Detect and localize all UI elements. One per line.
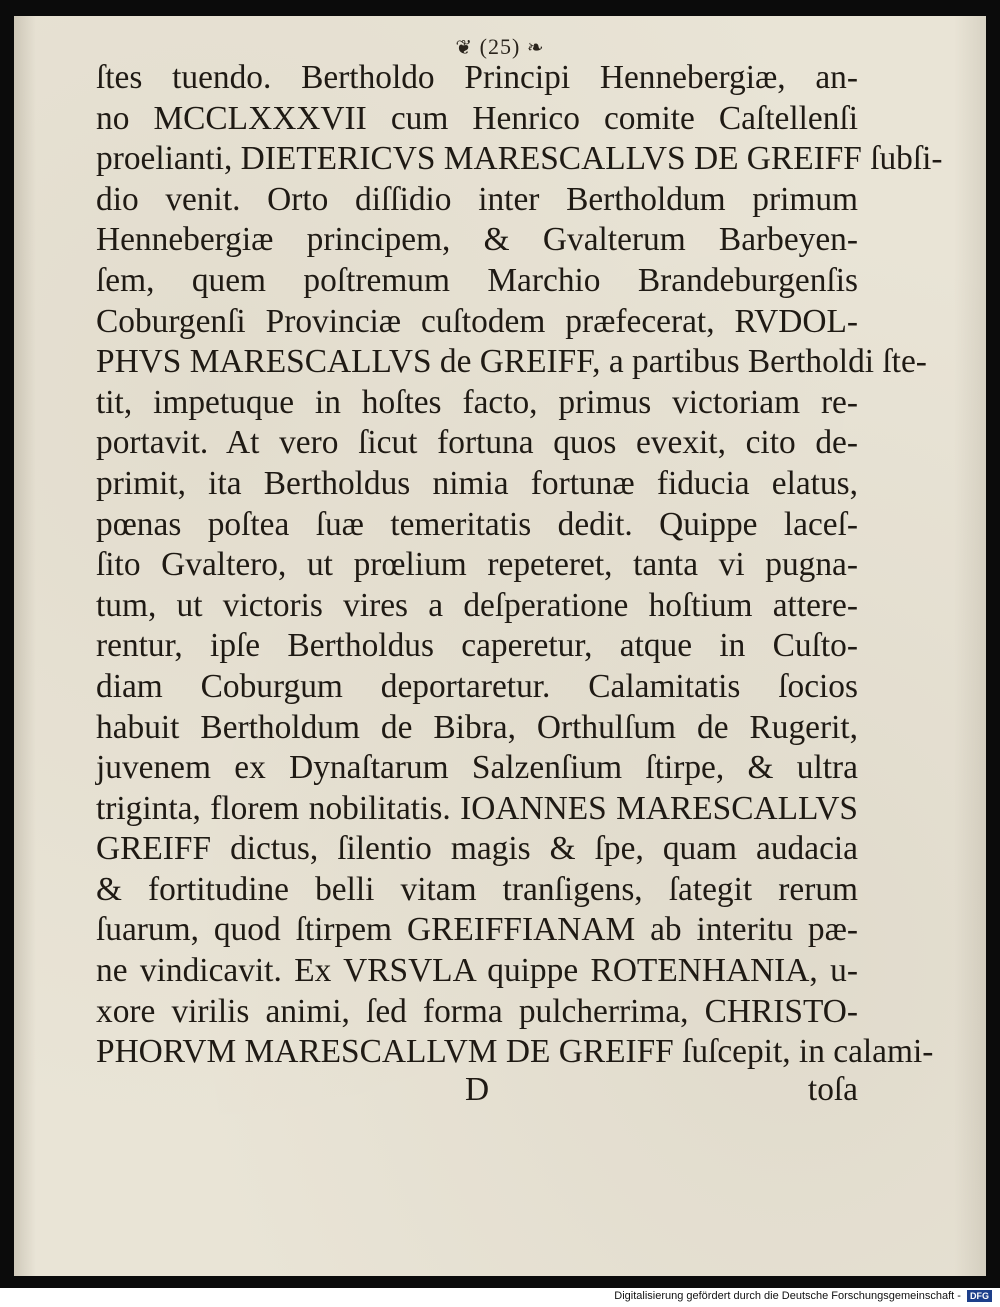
- text-line: no MCCLXXXVII cum Henrico comite Caſtellenſi: [96, 99, 858, 137]
- text-line: PHVS MARESCALLVS de GREIFF, a partibus Bertholdi ſte-: [96, 343, 927, 381]
- text-line: diam Coburgum deportaretur. Calamitatis ſocios: [96, 667, 858, 705]
- text-line: primit, ita Bertholdus nimia fortunæ fiducia elatus,: [96, 464, 858, 502]
- ornament-left-icon: ❦: [455, 37, 474, 59]
- page-footer: [96, 1071, 858, 1111]
- text-line: ne vindicavit. Ex VRSVLA quippe ROTENHANIA, u-: [96, 952, 858, 990]
- text-line: Coburgenſi Provinciæ cuſtodem præfecerat, RVDOL-: [96, 302, 858, 340]
- catchword: toſa: [807, 1071, 858, 1108]
- text-line: proelianti, DIETERICVS MARESCALLVS DE GREIFF ſubſi-: [96, 140, 943, 178]
- text-line: dio venit. Orto diſſidio inter Bertholdum primum: [96, 180, 858, 218]
- text-line: PHORVM MARESCALLVM DE GREIFF ſuſcepit, in calami-: [96, 1033, 934, 1071]
- text-line: juvenem ex Dynaſtarum Salzenſium ſtirpe, & ultra: [96, 749, 858, 787]
- book-page: [14, 16, 986, 1276]
- text-line: pœnas poſtea ſuæ temeritatis dedit. Quippe laceſ-: [96, 505, 858, 543]
- text-line: rentur, ipſe Bertholdus caperetur, atque in Cuſto-: [96, 627, 858, 665]
- credit-text: Digitalisierung gefördert durch die Deutsche Forschungsgemeinschaft -: [614, 1290, 961, 1302]
- page-header: [14, 34, 986, 60]
- text-line: habuit Bertholdum de Bibra, Orthulſum de Rugerit,: [96, 708, 858, 746]
- signature-mark: D: [464, 1071, 490, 1108]
- text-line: ſem, quem poſtremum Marchio Brandeburgenſis: [96, 261, 858, 299]
- text-line: triginta, florem nobilitatis. IOANNES MARESCALLVS: [96, 789, 858, 827]
- ornament-right-icon: ❧: [526, 37, 545, 59]
- body-text: [96, 58, 943, 1073]
- digitization-credit: [614, 1290, 992, 1302]
- text-line: tit, impetuque in hoſtes facto, primus victoriam re-: [96, 383, 858, 421]
- text-line: tum, ut victoris vires a deſperatione hoſtium attere-: [96, 586, 858, 624]
- text-line: ſuarum, quod ſtirpem GREIFFIANAM ab interitu pæ-: [96, 911, 858, 949]
- page-number: (25): [479, 34, 521, 59]
- text-line: Hennebergiæ principem, & Gvalterum Barbeyen-: [96, 221, 858, 259]
- text-line: GREIFF dictus, ſilentio magis & ſpe, quam audacia: [96, 830, 858, 868]
- text-line: ſtes tuendo. Bertholdo Principi Hennebergiæ, an-: [96, 59, 858, 96]
- text-line: xore virilis animi, ſed forma pulcherrima, CHRISTO-: [96, 992, 858, 1030]
- text-line: portavit. At vero ſicut fortuna quos evexit, cito de-: [96, 424, 858, 462]
- dfg-logo: DFG: [967, 1290, 992, 1302]
- text-line: ſito Gvaltero, ut prœlium repeteret, tanta vi pugna-: [96, 546, 858, 584]
- text-line: & fortitudine belli vitam tranſigens, ſategit rerum: [96, 870, 858, 908]
